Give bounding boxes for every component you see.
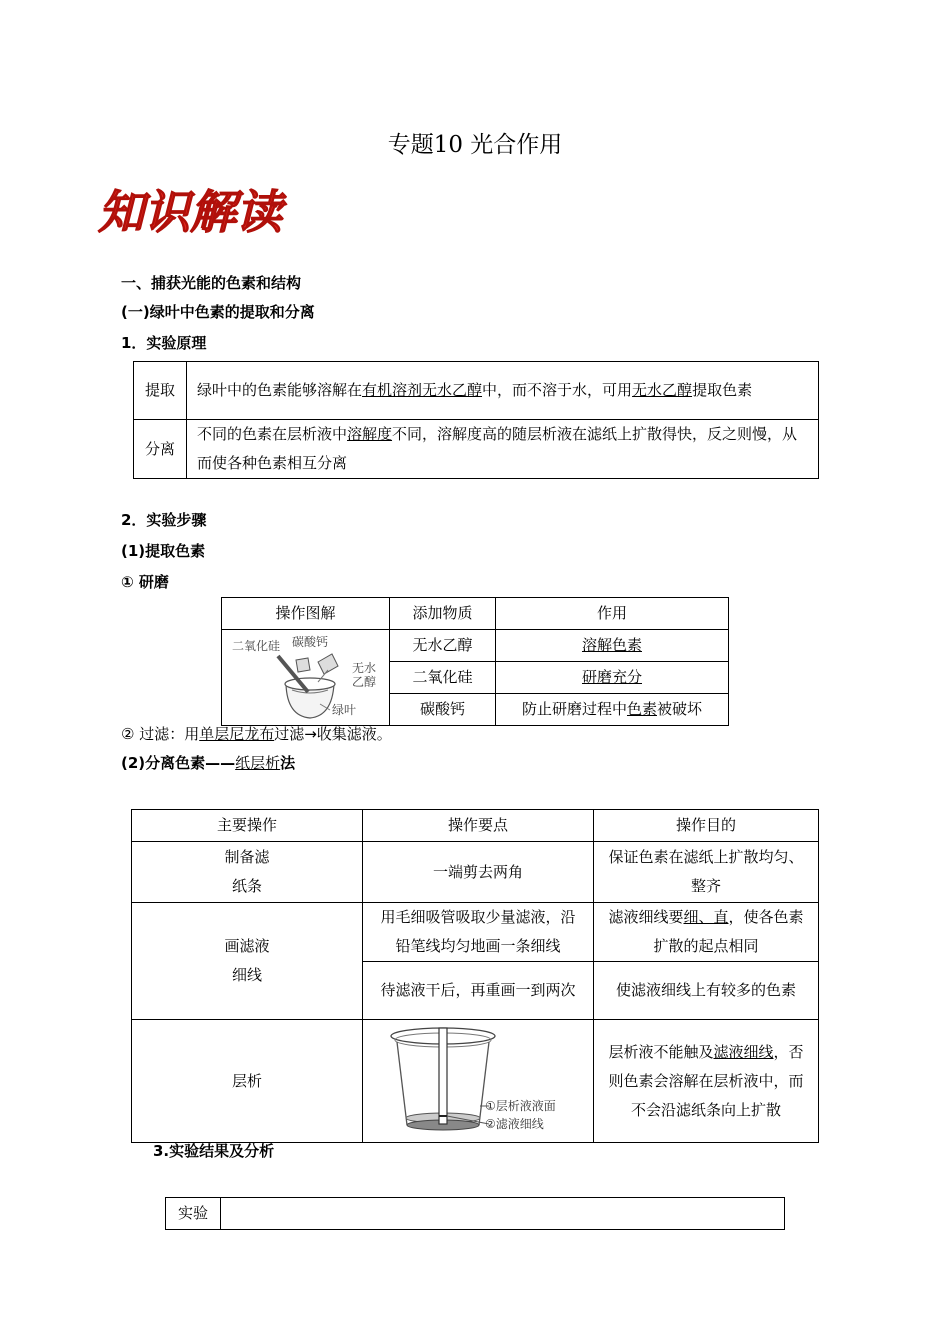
sep-header-aim: 操作目的	[594, 810, 819, 842]
sep-op-line: 画滤液 细线	[132, 903, 363, 1020]
grind-header-figure: 操作图解	[222, 598, 390, 630]
grind-heading: ① 研磨	[121, 573, 169, 591]
grind-use: 研磨充分	[496, 662, 729, 694]
extract-heading: (1)提取色素	[121, 542, 206, 560]
mortar-figure	[222, 632, 387, 724]
figure-label-sio2: 二氧化硅	[232, 638, 281, 653]
sep-key-redraw: 待滤液干后，再重画一到两次	[363, 962, 594, 1020]
figure-label-leaf: 绿叶	[332, 702, 357, 717]
sep-aim-paper: 保证色素在滤纸上扩散均匀、整齐	[594, 842, 819, 903]
cell-extract-text: 绿叶中的色素能够溶解在有机溶剂无水乙醇中，而不溶于水，可用无水乙醇提取色素	[187, 362, 819, 420]
result-heading: 3.实验结果及分析	[153, 1142, 275, 1160]
bottle-icon	[318, 654, 338, 674]
chromatography-figure	[363, 1020, 591, 1142]
cell-separate-label: 分离	[134, 420, 187, 479]
grind-substance: 无水乙醇	[390, 630, 496, 662]
grind-substance: 碳酸钙	[390, 694, 496, 726]
steps-heading: 2．实验步骤	[121, 511, 207, 529]
separate-heading: (2)分离色素——纸层析法	[121, 754, 296, 772]
result-table	[165, 1197, 785, 1230]
grind-use: 溶解色素	[496, 630, 729, 662]
sep-op-chromatography: 层析	[132, 1020, 363, 1143]
sep-figure-cell	[363, 1020, 594, 1143]
sep-header-key: 操作要点	[363, 810, 594, 842]
separation-table	[131, 809, 819, 1143]
sep-key-draw: 用毛细吸管吸取少量滤液，沿铅笔线均匀地画一条细线	[363, 903, 594, 962]
sep-key-cut: 一端剪去两角	[363, 842, 594, 903]
figure-label-caco3: 碳酸钙	[292, 634, 329, 649]
filter-paper-icon	[439, 1028, 447, 1124]
principle-heading: 1．实验原理	[121, 334, 207, 352]
figure-label-ethanol-1: 无水	[352, 660, 377, 675]
cell-extract-label: 提取	[134, 362, 187, 420]
section-heading: 一、捕获光能的色素和结构	[121, 274, 302, 292]
principle-table	[133, 361, 819, 479]
figure-label-ethanol-2: 乙醇	[352, 674, 377, 689]
sep-aim-chromatography: 层析液不能触及滤液细线，否则色素会溶解在层析液中，而不会沿滤纸条向上扩散	[594, 1020, 819, 1143]
subsection-heading: (一)绿叶中色素的提取和分离	[121, 303, 315, 321]
grind-header-use: 作用	[496, 598, 729, 630]
banner-knowledge	[96, 182, 296, 240]
grind-substance: 二氧化硅	[390, 662, 496, 694]
sep-aim-redraw: 使滤液细线上有较多的色素	[594, 962, 819, 1020]
grind-use: 防止研磨过程中色素被破坏	[496, 694, 729, 726]
sep-op-paper: 制备滤 纸条	[132, 842, 363, 903]
grind-table	[221, 597, 729, 726]
figure-label-solvent-level: ①层析液液面	[485, 1099, 556, 1113]
cell-separate-text: 不同的色素在层析液中溶解度不同，溶解度高的随层析液在滤纸上扩散得快，反之则慢，从而使各种色素相互分离	[187, 420, 819, 479]
grind-figure-cell	[222, 630, 390, 726]
figure-label-sample-line: ②滤液细线	[485, 1117, 544, 1131]
result-label-cell: 实验	[166, 1198, 221, 1230]
filter-step: ② 过滤：用单层尼龙布过滤→收集滤液。	[121, 725, 392, 743]
sep-header-op: 主要操作	[132, 810, 363, 842]
result-empty-cell	[221, 1198, 785, 1230]
sep-aim-line: 滤液细线要细、直，使各色素扩散的起点相同	[594, 903, 819, 962]
page-title: 专题10 光合作用	[387, 132, 563, 158]
grind-header-substance: 添加物质	[390, 598, 496, 630]
banner-text: 知识解读	[98, 185, 282, 239]
